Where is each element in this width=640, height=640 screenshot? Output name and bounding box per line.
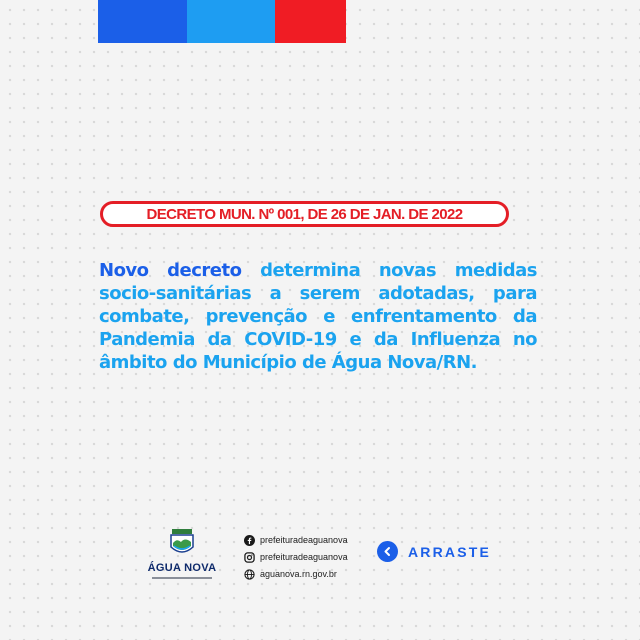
announcement-text — [99, 259, 537, 374]
top-bar-red — [275, 0, 346, 43]
top-bar-dark-blue — [98, 0, 187, 43]
top-bar-light-blue — [187, 0, 275, 43]
logo-tagline-line — [152, 577, 212, 579]
facebook-icon — [244, 535, 255, 546]
contact-website-text: aguanova.rn.gov.br — [260, 569, 337, 579]
contact-instagram[interactable] — [244, 549, 364, 565]
announcement-lead: Novo decreto — [99, 260, 242, 281]
chevron-left-icon — [382, 546, 393, 557]
coat-of-arms-icon — [167, 528, 197, 558]
swipe-button[interactable] — [377, 541, 398, 562]
contact-facebook-text: prefeituradeaguanova — [260, 535, 348, 545]
swipe-label: ARRASTE — [408, 543, 492, 560]
decree-title: DECRETO MUN. Nº 001, DE 26 DE JAN. DE 2022 — [146, 205, 463, 223]
announcement-body: determina novas medidas socio-sanitárias a serem adotadas, para combate, prevenção e enfrentamento da Pandemia da COVID-19 e da Influenza no âmbito do Município de Água Nova/RN. — [99, 260, 537, 373]
logo-name: ÁGUA NOVA — [147, 562, 217, 574]
municipality-logo — [144, 528, 220, 582]
contact-facebook[interactable] — [244, 532, 364, 548]
instagram-icon — [244, 552, 255, 563]
contact-website[interactable] — [244, 566, 364, 582]
contact-list — [244, 532, 364, 583]
globe-icon — [244, 569, 255, 580]
decree-title-badge — [100, 201, 509, 227]
contact-instagram-text: prefeituradeaguanova — [260, 552, 348, 562]
swipe-hint[interactable] — [377, 541, 491, 562]
